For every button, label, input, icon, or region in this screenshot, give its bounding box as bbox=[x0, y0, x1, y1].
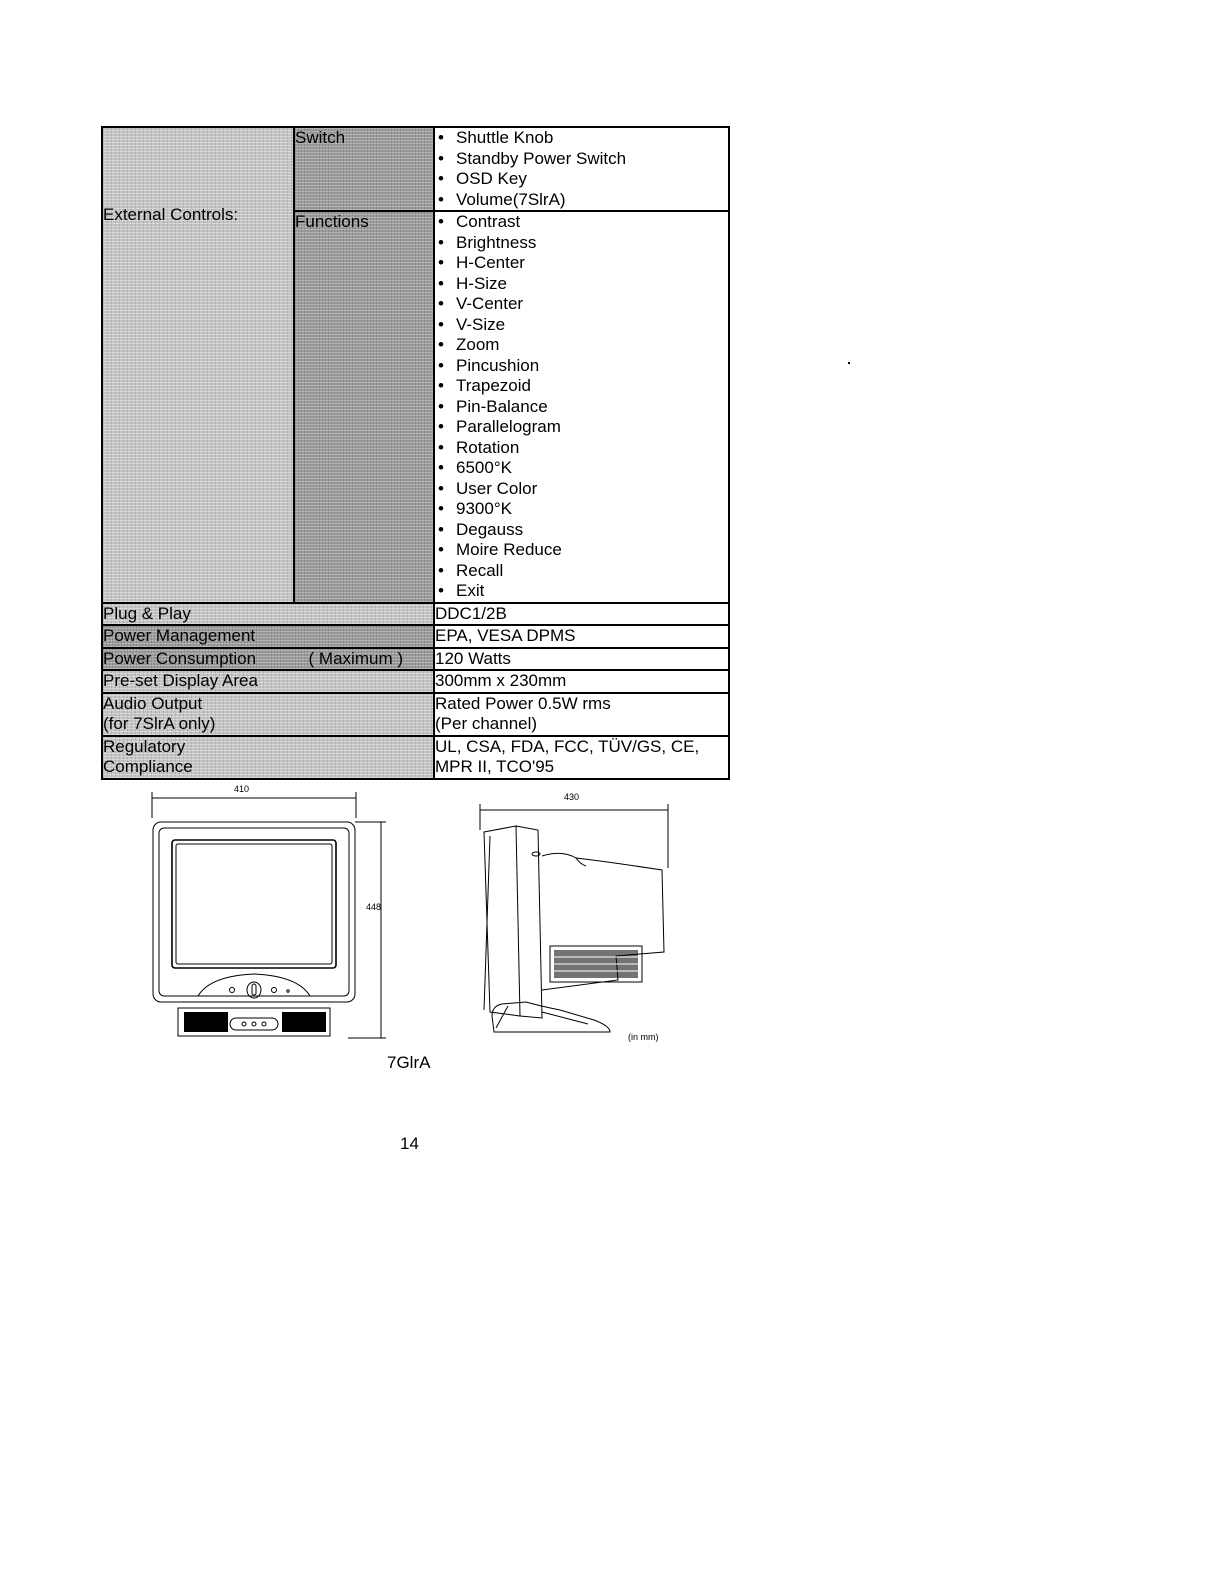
list-item: • H-Size bbox=[437, 274, 728, 295]
spec-row-power-management bbox=[102, 625, 729, 648]
list-item: • Volume(7SlrA) bbox=[437, 190, 728, 211]
regulatory-value-line2: MPR II, TCO'95 bbox=[435, 757, 555, 776]
front-width-label: 410 bbox=[234, 784, 250, 794]
list-item: • H-Center bbox=[437, 253, 728, 274]
regulatory-value bbox=[434, 736, 729, 779]
spec-row-plug-play bbox=[102, 603, 729, 626]
spec-row-display-area bbox=[102, 670, 729, 693]
functions-label: Functions bbox=[294, 211, 434, 603]
audio-output-label-line2: (for 7SlrA only) bbox=[103, 714, 216, 733]
list-item: • Recall bbox=[437, 561, 728, 582]
display-area-label: Pre-set Display Area bbox=[102, 670, 434, 693]
power-consumption-value: 120 Watts bbox=[434, 648, 729, 671]
list-item: • Degauss bbox=[437, 520, 728, 541]
list-item: • User Color bbox=[437, 479, 728, 500]
plug-play-label: Plug & Play bbox=[102, 603, 434, 626]
list-item: • Trapezoid bbox=[437, 376, 728, 397]
power-consumption-suffix: ( Maximum ) bbox=[308, 648, 403, 668]
list-item: • V-Size bbox=[437, 315, 728, 336]
list-item: • 9300°K bbox=[437, 499, 728, 520]
list-item: • Exit bbox=[437, 581, 728, 602]
regulatory-label-line2: Compliance bbox=[103, 757, 193, 776]
front-height-label: 448 bbox=[366, 902, 382, 912]
list-item: • Moire Reduce bbox=[437, 540, 728, 561]
list-item: • Shuttle Knob bbox=[437, 128, 728, 149]
list-item: • Rotation bbox=[437, 438, 728, 459]
power-management-value: EPA, VESA DPMS bbox=[434, 625, 729, 648]
list-item: • Parallelogram bbox=[437, 417, 728, 438]
regulatory-value-line1: UL, CSA, FDA, FCC, TÜV/GS, CE, bbox=[435, 736, 700, 756]
stray-dot bbox=[848, 362, 850, 364]
list-item: • Brightness bbox=[437, 233, 728, 254]
display-area-value: 300mm x 230mm bbox=[434, 670, 729, 693]
list-item: • V-Center bbox=[437, 294, 728, 315]
list-item: • Pin-Balance bbox=[437, 397, 728, 418]
audio-output-value-line1: Rated Power 0.5W rms bbox=[435, 693, 611, 713]
spec-row-regulatory bbox=[102, 736, 729, 779]
audio-output-value bbox=[434, 693, 729, 736]
power-consumption-label bbox=[102, 648, 434, 671]
function-items-cell bbox=[434, 211, 729, 603]
power-management-label: Power Management bbox=[102, 625, 434, 648]
audio-output-value-line2: (Per channel) bbox=[435, 714, 538, 733]
monitor-drawing-svg bbox=[140, 780, 700, 1060]
monitor-dimension-drawing bbox=[140, 780, 700, 1060]
regulatory-label-line1: Regulatory bbox=[103, 736, 186, 756]
list-item: • Contrast bbox=[437, 212, 728, 233]
list-item: • Standby Power Switch bbox=[437, 149, 728, 170]
switch-items-cell bbox=[434, 127, 729, 211]
spec-row-audio-output bbox=[102, 693, 729, 736]
units-note: (in mm) bbox=[628, 1032, 659, 1042]
list-item: • Zoom bbox=[437, 335, 728, 356]
spec-row-power-consumption bbox=[102, 648, 729, 671]
audio-output-label-line1: Audio Output bbox=[103, 693, 203, 713]
functions-list bbox=[435, 212, 728, 602]
switch-list bbox=[435, 128, 728, 210]
external-controls-label: External Controls: bbox=[102, 127, 294, 603]
audio-output-label bbox=[102, 693, 434, 736]
side-depth-label: 430 bbox=[564, 792, 580, 802]
switch-label: Switch bbox=[294, 127, 434, 211]
spec-row-switch bbox=[102, 127, 729, 211]
figure-caption: 7GlrA bbox=[387, 1053, 431, 1072]
list-item: • 6500°K bbox=[437, 458, 728, 479]
page-number: 14 bbox=[400, 1134, 419, 1153]
power-consumption-label-text: Power Consumption bbox=[103, 648, 257, 668]
regulatory-label bbox=[102, 736, 434, 779]
list-item: • OSD Key bbox=[437, 169, 728, 190]
list-item: • Pincushion bbox=[437, 356, 728, 377]
spec-table bbox=[101, 126, 730, 780]
plug-play-value: DDC1/2B bbox=[434, 603, 729, 626]
